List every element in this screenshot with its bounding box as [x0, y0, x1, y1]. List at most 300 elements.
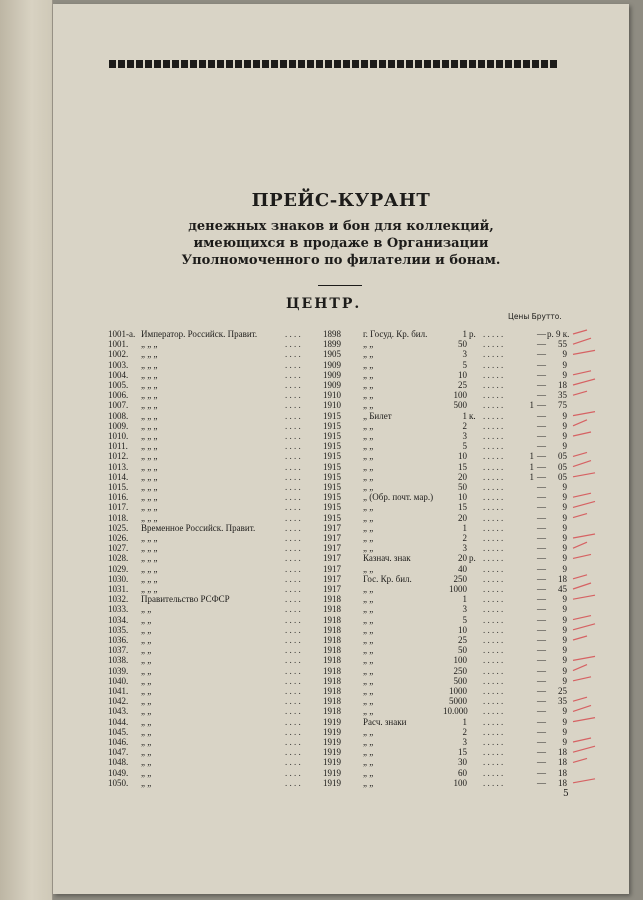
row-year: 1905	[323, 349, 341, 360]
row-price-kop: 9	[562, 655, 567, 666]
row-number: 1042.	[108, 696, 129, 707]
pencil-tick-mark	[573, 758, 587, 762]
row-price-kop: 9	[562, 645, 567, 656]
price-dash: —	[537, 471, 546, 482]
price-dash: —	[537, 533, 546, 543]
row-number: 1027.	[108, 543, 129, 554]
row-denomination: 10	[458, 369, 467, 380]
price-dash: —	[537, 635, 546, 645]
row-note-type: „ „	[363, 665, 374, 676]
price-dash: —	[537, 767, 546, 778]
row-number: 1033.	[108, 604, 129, 615]
row-number: 1016.	[108, 492, 129, 503]
price-dash: —	[537, 655, 546, 666]
row-year: 1898	[323, 329, 341, 339]
row-price-kop: 9	[562, 502, 567, 513]
row-denomination: 3	[462, 543, 467, 554]
dot-leader: . . . . .	[483, 441, 504, 452]
row-issuer: „ „ „	[141, 451, 158, 462]
dot-leader: . . . .	[285, 451, 301, 462]
row-issuer: „ „ „	[141, 482, 158, 492]
row-year: 1899	[323, 339, 341, 350]
dot-leader: . . . . .	[483, 675, 504, 686]
dot-leader: . . . . .	[483, 594, 504, 605]
row-number: 1011.	[108, 441, 128, 452]
row-note-type: „ „	[363, 380, 374, 390]
pencil-tick-mark	[573, 779, 595, 783]
dot-leader: . . . .	[285, 747, 301, 758]
dot-leader: . . . .	[285, 431, 301, 441]
price-dash: —	[537, 563, 546, 574]
row-denomination: 1	[462, 716, 467, 727]
row-number: 1038.	[108, 655, 129, 666]
dot-leader: . . . . .	[483, 380, 504, 390]
row-number: 1015.	[108, 482, 129, 492]
row-issuer: „ „	[141, 614, 152, 625]
row-number: 1047.	[108, 747, 129, 758]
row-note-type: „ „	[363, 482, 374, 492]
pencil-tick-mark	[573, 473, 595, 477]
row-number: 1050.	[108, 777, 129, 788]
row-price-kop: 18	[558, 767, 567, 778]
row-price-kop: 18	[558, 573, 567, 584]
row-price-rub: 1	[529, 400, 534, 411]
row-number: 1049.	[108, 767, 129, 778]
row-price-kop: 18	[558, 747, 567, 758]
row-issuer: „ „ „	[141, 471, 158, 482]
dot-leader: . . . .	[285, 553, 301, 564]
price-dash: —	[537, 441, 546, 452]
dot-leader: . . . . .	[483, 645, 504, 656]
row-price-kop: 9	[562, 716, 567, 727]
pencil-tick-mark	[573, 330, 587, 334]
row-issuer: Правительство РСФСР	[141, 594, 230, 605]
price-dash: —	[537, 665, 546, 676]
row-denomination: 1	[462, 329, 467, 339]
page-title: ПРЕЙС-КУРАНТ	[251, 190, 431, 211]
row-year: 1918	[323, 696, 341, 707]
row-note-type: „ „	[363, 431, 374, 441]
price-dash: —	[537, 624, 546, 635]
row-note-type: „ „	[363, 614, 374, 625]
price-dash: —	[537, 706, 546, 717]
row-unit: р.	[469, 553, 476, 564]
row-price-kop: 9	[562, 369, 567, 380]
row-denomination: 250	[453, 665, 467, 676]
dot-leader: . . . . .	[483, 624, 504, 635]
dot-leader: . . . . .	[483, 655, 504, 666]
row-note-type: г. Госуд. Кр. бил.	[363, 329, 428, 339]
price-dash: —	[537, 675, 546, 686]
dot-leader: . . . . .	[483, 471, 504, 482]
dot-leader: . . . . .	[483, 543, 504, 554]
section-heading: ЦЕНТР.	[286, 296, 362, 312]
row-note-type: „ „	[363, 471, 374, 482]
row-number: 1035.	[108, 624, 129, 635]
dot-leader: . . . . .	[483, 635, 504, 645]
row-note-type: „ „	[363, 767, 374, 778]
dot-leader: . . . .	[285, 563, 301, 574]
dot-leader: . . . .	[285, 349, 301, 360]
row-year: 1915	[323, 461, 341, 472]
row-issuer: „ „	[141, 777, 152, 788]
dot-leader: . . . .	[285, 645, 301, 656]
price-dash: —	[537, 584, 546, 594]
dot-leader: . . . . .	[483, 410, 504, 421]
row-denomination: 5000	[449, 696, 467, 707]
dot-leader: . . . .	[285, 461, 301, 472]
dot-leader: . . . . .	[483, 573, 504, 584]
row-issuer: „ „	[141, 665, 152, 676]
row-year: 1910	[323, 400, 341, 411]
row-price-kop: 25	[558, 686, 567, 696]
row-number: 1005.	[108, 380, 129, 390]
price-dash: —	[537, 696, 546, 707]
row-number: 1032.	[108, 594, 129, 605]
pencil-tick-mark	[573, 371, 591, 375]
dot-leader: . . . . .	[483, 614, 504, 625]
row-price-kop: 9	[562, 604, 567, 615]
price-dash: —	[537, 543, 546, 554]
row-year: 1918	[323, 594, 341, 605]
dot-leader: . . . .	[285, 584, 301, 594]
dot-leader: . . . . .	[483, 339, 504, 350]
dot-leader: . . . . .	[483, 400, 504, 411]
row-denomination: 5	[462, 359, 467, 370]
pencil-tick-mark	[573, 534, 595, 538]
row-year: 1918	[323, 665, 341, 676]
dot-leader: . . . .	[285, 522, 301, 533]
dot-leader: . . . . .	[483, 706, 504, 717]
row-issuer: „ „ „	[141, 573, 158, 584]
row-price-kop: 35	[558, 390, 567, 401]
dot-leader: . . . .	[285, 675, 301, 686]
dot-leader: . . . .	[285, 686, 301, 696]
row-number: 1040.	[108, 675, 129, 686]
dot-leader: . . . . .	[483, 512, 504, 523]
row-number: 1045.	[108, 726, 129, 737]
price-list-page	[53, 4, 629, 894]
price-dash: —	[537, 686, 546, 696]
dot-leader: . . . . .	[483, 767, 504, 778]
dot-leader: . . . .	[285, 400, 301, 411]
row-issuer: „ „ „	[141, 563, 158, 574]
row-price-kop: 18	[558, 777, 567, 788]
pencil-tick-mark	[573, 636, 587, 640]
dot-leader: . . . . .	[483, 359, 504, 370]
price-dash: —	[537, 645, 546, 656]
row-year: 1917	[323, 533, 341, 543]
row-price-kop: 9	[562, 726, 567, 737]
dot-leader: . . . . .	[483, 737, 504, 747]
row-price-kop: 9	[562, 410, 567, 421]
price-dash: —	[537, 359, 546, 370]
row-year: 1918	[323, 614, 341, 625]
row-issuer: „ „ „	[141, 400, 158, 411]
pencil-check-marks	[53, 4, 629, 894]
price-dash: —	[537, 777, 546, 788]
dot-leader: . . . .	[285, 471, 301, 482]
row-denomination: 1	[462, 522, 467, 533]
dot-leader: . . . .	[285, 757, 301, 768]
pencil-tick-mark	[573, 575, 587, 579]
row-issuer: „ „	[141, 624, 152, 635]
pencil-tick-mark	[573, 656, 595, 660]
dot-leader: . . . .	[285, 726, 301, 737]
dot-leader: . . . .	[285, 655, 301, 666]
row-issuer: „ „	[141, 675, 152, 686]
row-note-type: „ „	[363, 594, 374, 605]
pencil-tick-mark	[573, 665, 587, 671]
price-dash: —	[537, 594, 546, 605]
dot-leader: . . . .	[285, 420, 301, 431]
row-note-type: „ „	[363, 451, 374, 462]
row-denomination: 50	[458, 339, 467, 350]
row-number: 1002.	[108, 349, 129, 360]
dot-leader: . . . . .	[483, 390, 504, 401]
row-price-kop: 9	[562, 522, 567, 533]
pencil-tick-mark	[573, 501, 595, 507]
row-year: 1909	[323, 359, 341, 370]
row-denomination: 10	[458, 451, 467, 462]
row-denomination: 50	[458, 482, 467, 492]
row-denomination: 1	[462, 410, 467, 421]
row-price-kop: 45	[558, 584, 567, 594]
pencil-tick-mark	[573, 616, 591, 620]
row-issuer: „ „ „	[141, 502, 158, 513]
pencil-tick-mark	[573, 583, 591, 589]
row-issuer: „ „	[141, 706, 152, 717]
row-number: 1046.	[108, 737, 129, 747]
row-number: 1003.	[108, 359, 129, 370]
pencil-tick-mark	[573, 677, 591, 681]
pencil-tick-mark	[573, 432, 591, 436]
dot-leader: . . . . .	[483, 461, 504, 472]
row-note-type: „ „	[363, 777, 374, 788]
row-issuer: „ „	[141, 726, 152, 737]
row-note-type: „ „	[363, 461, 374, 472]
dot-leader: . . . .	[285, 380, 301, 390]
dot-leader: . . . .	[285, 441, 301, 452]
row-year: 1917	[323, 522, 341, 533]
price-dash: —	[537, 420, 546, 431]
price-dash: —	[537, 716, 546, 727]
row-number: 1028.	[108, 553, 129, 564]
row-issuer: „ „ „	[141, 369, 158, 380]
row-year: 1917	[323, 573, 341, 584]
dot-leader: . . . .	[285, 767, 301, 778]
row-issuer: „ „ „	[141, 492, 158, 503]
row-price-kop: 9	[562, 665, 567, 676]
pencil-tick-mark	[573, 697, 587, 701]
dot-leader: . . . . .	[483, 349, 504, 360]
price-dash: —	[537, 400, 546, 411]
row-note-type: „ „	[363, 645, 374, 656]
dot-leader: . . . . .	[483, 747, 504, 758]
row-denomination: 10	[458, 624, 467, 635]
dot-leader: . . . .	[285, 512, 301, 523]
row-note-type: „ „	[363, 400, 374, 411]
row-denomination: 1	[462, 594, 467, 605]
row-year: 1917	[323, 553, 341, 564]
row-price-kop: 75	[558, 400, 567, 411]
dot-leader: . . . .	[285, 737, 301, 747]
row-price-kop: 05	[558, 461, 567, 472]
row-price-kop: 9	[562, 359, 567, 370]
row-denomination: 2	[462, 533, 467, 543]
row-issuer: „ „ „	[141, 543, 158, 554]
row-denomination: 100	[453, 655, 467, 666]
row-price-kop: 9	[562, 635, 567, 645]
pencil-tick-mark	[573, 624, 595, 630]
dot-leader: . . . . .	[483, 502, 504, 513]
dot-leader: . . . . .	[483, 696, 504, 707]
row-number: 1026.	[108, 533, 129, 543]
row-price-kop: 05	[558, 471, 567, 482]
row-denomination: 10.000	[443, 706, 468, 717]
row-issuer: „ „	[141, 767, 152, 778]
row-year: 1918	[323, 686, 341, 696]
row-number: 1041.	[108, 686, 129, 696]
row-denomination: 15	[458, 747, 467, 758]
row-price-kop: 9	[562, 675, 567, 686]
row-issuer: „ „ „	[141, 512, 158, 523]
row-year: 1915	[323, 502, 341, 513]
pencil-tick-mark	[573, 493, 591, 497]
dot-leader: . . . .	[285, 533, 301, 543]
row-number: 1044.	[108, 716, 129, 727]
row-year: 1915	[323, 482, 341, 492]
dot-leader: . . . . .	[483, 431, 504, 441]
row-year: 1910	[323, 390, 341, 401]
row-number: 1037.	[108, 645, 129, 656]
dot-leader: . . . .	[285, 329, 301, 339]
price-dash: —	[537, 410, 546, 421]
price-dash: —	[537, 614, 546, 625]
dot-leader: . . . . .	[483, 604, 504, 615]
row-year: 1915	[323, 441, 341, 452]
row-number: 1007.	[108, 400, 129, 411]
row-price-kop: 9	[562, 441, 567, 452]
row-denomination: 3	[462, 604, 467, 615]
pencil-tick-mark	[573, 420, 587, 426]
price-dash: —	[537, 461, 546, 472]
dot-leader: . . . .	[285, 604, 301, 615]
row-issuer: „ „	[141, 645, 152, 656]
row-denomination: 100	[453, 777, 467, 788]
pencil-tick-mark	[573, 338, 591, 344]
row-issuer: „ „ „	[141, 380, 158, 390]
row-price-kop: 9	[562, 594, 567, 605]
row-year: 1918	[323, 635, 341, 645]
pencil-tick-mark	[573, 514, 587, 518]
price-dash: —	[537, 349, 546, 360]
price-dash: —	[537, 757, 546, 768]
price-dash: —	[537, 369, 546, 380]
row-issuer: Временное Российск. Правит.	[141, 522, 256, 533]
row-price-kop: 9	[562, 492, 567, 503]
price-dash: —	[537, 380, 546, 390]
dot-leader: . . . .	[285, 359, 301, 370]
price-dash: —	[537, 492, 546, 503]
row-number: 1039.	[108, 665, 129, 676]
price-dash: —	[537, 737, 546, 747]
dot-leader: . . . .	[285, 502, 301, 513]
price-dash: —	[537, 329, 546, 339]
dot-leader: . . . .	[285, 635, 301, 645]
dot-leader: . . . . .	[483, 420, 504, 431]
row-year: 1915	[323, 431, 341, 441]
row-issuer: „ „ „	[141, 584, 158, 594]
dot-leader: . . . .	[285, 339, 301, 350]
row-denomination: 3	[462, 431, 467, 441]
row-note-type: „ (Обр. почт. мар.)	[363, 492, 434, 503]
row-price-kop: 9	[562, 431, 567, 441]
row-note-type: „ „	[363, 522, 374, 533]
dot-leader: . . . .	[285, 624, 301, 635]
row-note-type: „ „	[363, 563, 374, 574]
row-note-type: „ „	[363, 339, 374, 350]
price-dash: —	[537, 522, 546, 533]
row-denomination: 20	[458, 553, 467, 564]
row-issuer: „ „ „	[141, 533, 158, 543]
row-year: 1919	[323, 767, 341, 778]
row-number: 1034.	[108, 614, 129, 625]
row-issuer: „ „ „	[141, 359, 158, 370]
row-number: 1025.	[108, 522, 129, 533]
row-year: 1917	[323, 563, 341, 574]
price-dash: —	[537, 431, 546, 441]
row-number: 1010.	[108, 431, 129, 441]
row-price-kop: 9	[562, 533, 567, 543]
row-note-type: „ „	[363, 584, 374, 594]
dot-leader: . . . .	[285, 696, 301, 707]
row-number: 1031.	[108, 584, 129, 594]
row-denomination: 30	[458, 757, 467, 768]
row-year: 1919	[323, 737, 341, 747]
row-year: 1919	[323, 757, 341, 768]
row-number: 1017.	[108, 502, 129, 513]
dot-leader: . . . .	[285, 369, 301, 380]
row-year: 1917	[323, 584, 341, 594]
row-year: 1915	[323, 410, 341, 421]
row-denomination: 25	[458, 380, 467, 390]
row-unit: р.	[469, 329, 476, 339]
row-note-type: „ „	[363, 533, 374, 543]
row-note-type: „ „	[363, 502, 374, 513]
dot-leader: . . . .	[285, 390, 301, 401]
row-number: 1014.	[108, 471, 129, 482]
dot-leader: . . . . .	[483, 369, 504, 380]
row-denomination: 20	[458, 512, 467, 523]
row-note-type: „ „	[363, 635, 374, 645]
row-price-kop: 9	[562, 706, 567, 717]
row-year: 1918	[323, 706, 341, 717]
pencil-tick-mark	[573, 705, 591, 711]
row-issuer: „ „ „	[141, 553, 158, 564]
row-year: 1918	[323, 624, 341, 635]
price-dash: —	[537, 451, 546, 462]
price-dash: —	[537, 502, 546, 513]
row-note-type: „ „	[363, 420, 374, 431]
pencil-tick-mark	[573, 391, 587, 395]
row-number: 1008.	[108, 410, 129, 421]
row-price-kop: 18	[558, 380, 567, 390]
row-denomination: 100	[453, 390, 467, 401]
row-issuer: Император. Российск. Правит.	[141, 329, 258, 339]
row-note-type: „ „	[363, 686, 374, 696]
row-issuer: „ „ „	[141, 420, 158, 431]
